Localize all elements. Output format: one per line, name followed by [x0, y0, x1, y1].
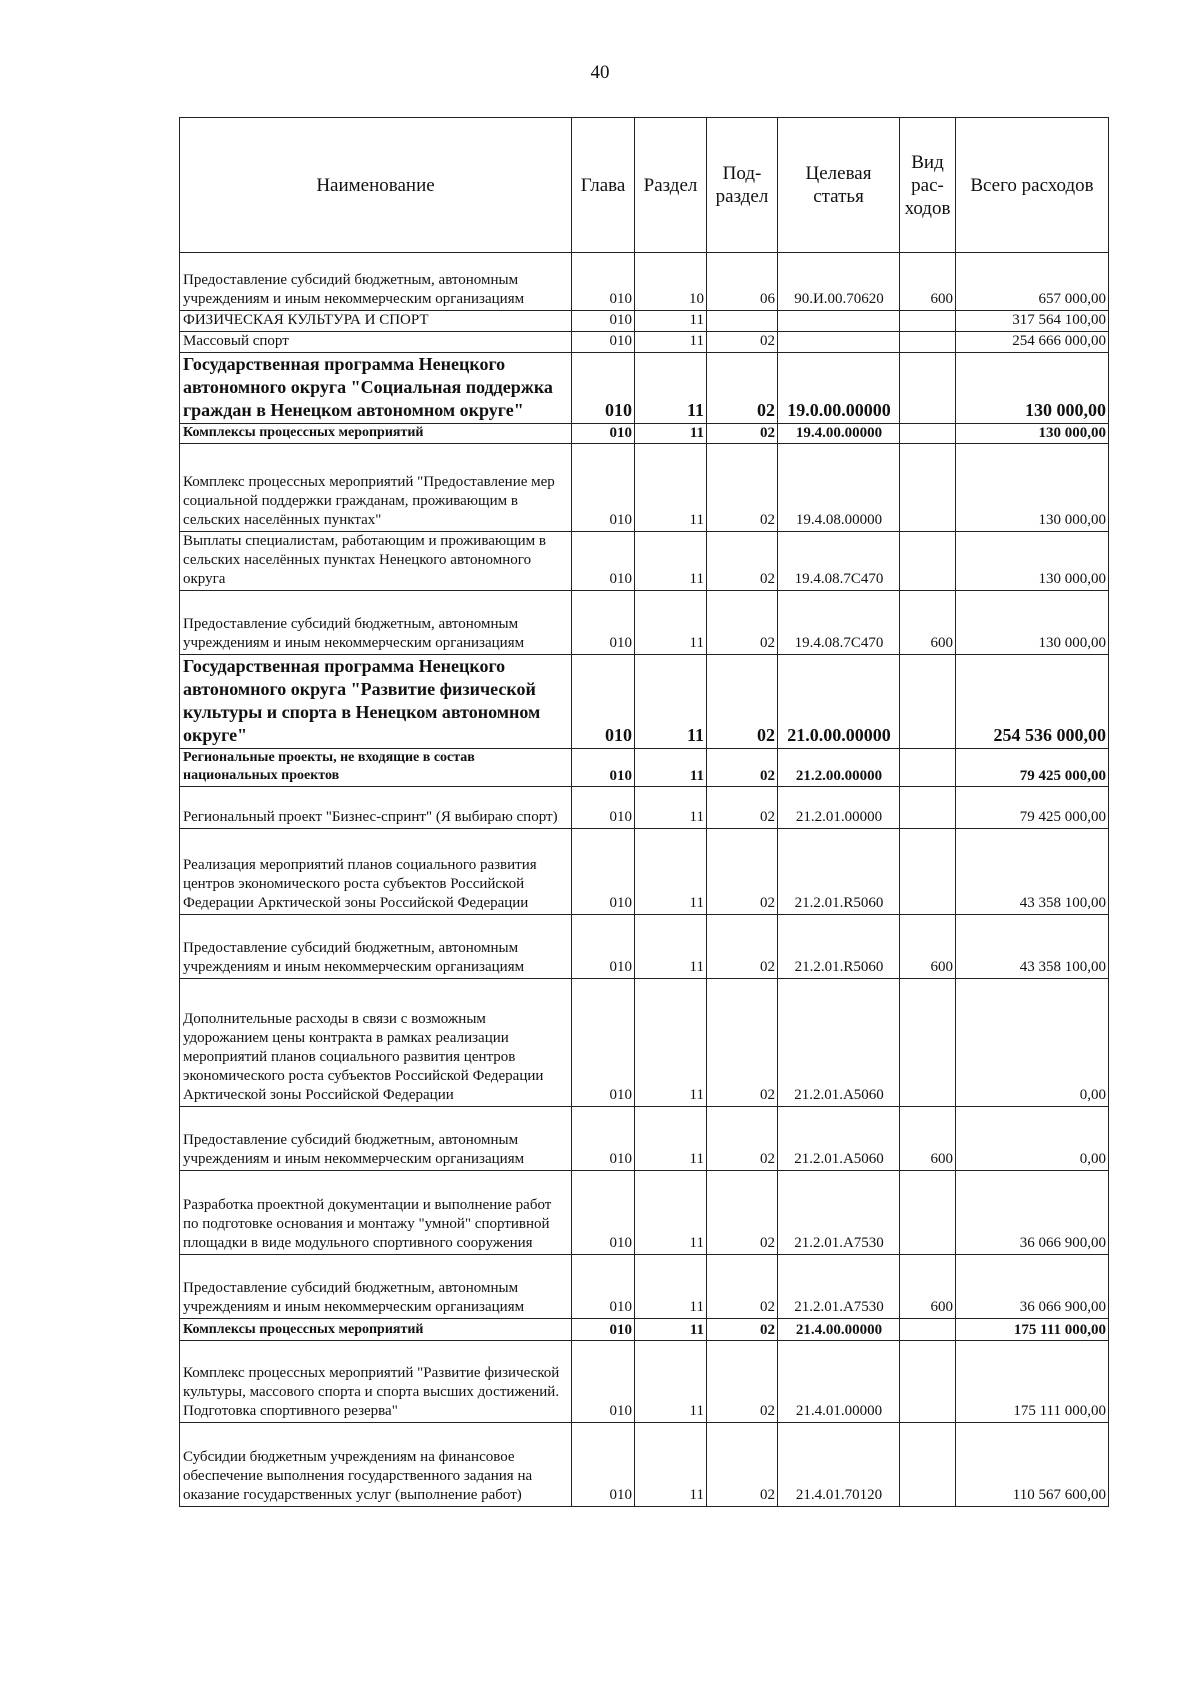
- cell-target: 21.2.01.00000: [778, 787, 900, 829]
- cell-section: 11: [635, 424, 707, 444]
- cell-name: Предоставление субсидий бюджетным, автономным учреждениям и иным некоммерческим организациям: [180, 915, 572, 979]
- cell-name: Комплекс процессных мероприятий "Развитие физической культуры, массового спорта и спорта высших достижений. Подготовка спортивного резерва": [180, 1341, 572, 1423]
- cell-total: 130 000,00: [956, 532, 1109, 591]
- header-type: Вид рас- ходов: [900, 118, 956, 253]
- cell-name: Предоставление субсидий бюджетным, автономным учреждениям и иным некоммерческим организациям: [180, 1255, 572, 1319]
- header-row: [180, 118, 1109, 253]
- cell-subsection: 02: [707, 1423, 778, 1507]
- cell-subsection: 02: [707, 591, 778, 655]
- cell-subsection: 02: [707, 915, 778, 979]
- cell-type: [900, 1171, 956, 1255]
- cell-subsection: 02: [707, 1319, 778, 1341]
- cell-name: Реализация мероприятий планов социального развития центров экономического роста субъектов Российской Федерации Арктической зоны Российской Федерации: [180, 829, 572, 915]
- cell-section: 11: [635, 353, 707, 424]
- cell-subsection: 02: [707, 979, 778, 1107]
- cell-section: 11: [635, 1107, 707, 1171]
- table-row: [180, 1107, 1109, 1171]
- cell-total: 36 066 900,00: [956, 1255, 1109, 1319]
- cell-type: [900, 1319, 956, 1341]
- cell-target: 21.4.00.00000: [778, 1319, 900, 1341]
- cell-name: Предоставление субсидий бюджетным, автономным учреждениям и иным некоммерческим организациям: [180, 253, 572, 311]
- cell-section: 11: [635, 1255, 707, 1319]
- cell-chapter: 010: [572, 655, 635, 749]
- cell-section: 11: [635, 1341, 707, 1423]
- header-chapter: Глава: [572, 118, 635, 253]
- cell-name: Региональный проект "Бизнес-спринт" (Я выбираю спорт): [180, 787, 572, 829]
- cell-total: 130 000,00: [956, 444, 1109, 532]
- cell-section: 11: [635, 591, 707, 655]
- cell-section: 11: [635, 655, 707, 749]
- cell-section: 11: [635, 311, 707, 332]
- cell-section: 11: [635, 1171, 707, 1255]
- cell-total: 79 425 000,00: [956, 749, 1109, 787]
- cell-name: Государственная программа Ненецкого автономного округа "Социальная поддержка граждан в Ненецком автономном округе": [180, 353, 572, 424]
- cell-section: 11: [635, 915, 707, 979]
- cell-section: 11: [635, 787, 707, 829]
- cell-type: [900, 655, 956, 749]
- cell-chapter: 010: [572, 444, 635, 532]
- cell-total: 43 358 100,00: [956, 829, 1109, 915]
- cell-total: 175 111 000,00: [956, 1319, 1109, 1341]
- cell-type: [900, 424, 956, 444]
- cell-target: 19.0.00.00000: [778, 353, 900, 424]
- cell-chapter: 010: [572, 1423, 635, 1507]
- cell-subsection: 02: [707, 532, 778, 591]
- table-row: [180, 311, 1109, 332]
- cell-section: 11: [635, 532, 707, 591]
- cell-total: 0,00: [956, 979, 1109, 1107]
- cell-target: 19.4.00.00000: [778, 424, 900, 444]
- header-name: Наименование: [180, 118, 572, 253]
- cell-target: [778, 332, 900, 353]
- cell-type: [900, 829, 956, 915]
- cell-chapter: 010: [572, 532, 635, 591]
- cell-name: Комплексы процессных мероприятий: [180, 1319, 572, 1341]
- table-row: [180, 332, 1109, 353]
- cell-section: 11: [635, 829, 707, 915]
- cell-total: 130 000,00: [956, 591, 1109, 655]
- cell-type: 600: [900, 915, 956, 979]
- cell-subsection: 02: [707, 353, 778, 424]
- cell-total: 254 536 000,00: [956, 655, 1109, 749]
- cell-type: [900, 444, 956, 532]
- cell-total: 317 564 100,00: [956, 311, 1109, 332]
- cell-target: 21.4.01.00000: [778, 1341, 900, 1423]
- cell-target: 21.2.00.00000: [778, 749, 900, 787]
- cell-type: 600: [900, 1107, 956, 1171]
- cell-name: Комплексы процессных мероприятий: [180, 424, 572, 444]
- cell-subsection: 02: [707, 829, 778, 915]
- cell-total: 110 567 600,00: [956, 1423, 1109, 1507]
- cell-name: Массовый спорт: [180, 332, 572, 353]
- cell-target: 19.4.08.7С470: [778, 591, 900, 655]
- budget-table: [179, 117, 1109, 1507]
- cell-name: Дополнительные расходы в связи с возможным удорожанием цены контракта в рамках реализации мероприятий планов социального развития центров экономического роста субъектов Российской Федерации Арктической зоны Российской Федерации: [180, 979, 572, 1107]
- cell-type: [900, 532, 956, 591]
- cell-type: [900, 787, 956, 829]
- cell-name: Субсидии бюджетным учреждениям на финансовое обеспечение выполнения государственного задания на оказание государственных услуг (выполнение работ): [180, 1423, 572, 1507]
- cell-target: 21.2.01.А7530: [778, 1255, 900, 1319]
- cell-section: 11: [635, 444, 707, 532]
- table-row: [180, 915, 1109, 979]
- cell-total: 130 000,00: [956, 424, 1109, 444]
- cell-name: Выплаты специалистам, работающим и проживающим в сельских населённых пунктах Ненецкого автономного округа: [180, 532, 572, 591]
- cell-target: 21.2.01.R5060: [778, 829, 900, 915]
- cell-chapter: 010: [572, 253, 635, 311]
- cell-type: [900, 332, 956, 353]
- cell-chapter: 010: [572, 591, 635, 655]
- table-row: [180, 444, 1109, 532]
- cell-target: 21.2.01.А7530: [778, 1171, 900, 1255]
- cell-name: Комплекс процессных мероприятий "Предоставление мер социальной поддержки гражданам, проживающим в сельских населённых пунктах": [180, 444, 572, 532]
- cell-target: 21.2.01.А5060: [778, 979, 900, 1107]
- cell-section: 11: [635, 1319, 707, 1341]
- cell-chapter: 010: [572, 1341, 635, 1423]
- cell-name: Государственная программа Ненецкого автономного округа "Развитие физической культуры и спорта в Ненецком автономном округе": [180, 655, 572, 749]
- cell-name: Предоставление субсидий бюджетным, автономным учреждениям и иным некоммерческим организациям: [180, 591, 572, 655]
- cell-name: Предоставление субсидий бюджетным, автономным учреждениям и иным некоммерческим организациям: [180, 1107, 572, 1171]
- cell-target: 21.4.01.70120: [778, 1423, 900, 1507]
- cell-section: 11: [635, 1423, 707, 1507]
- cell-chapter: 010: [572, 787, 635, 829]
- cell-target: 21.2.01.R5060: [778, 915, 900, 979]
- cell-type: [900, 749, 956, 787]
- table-row: [180, 979, 1109, 1107]
- cell-total: 36 066 900,00: [956, 1171, 1109, 1255]
- cell-section: 11: [635, 332, 707, 353]
- cell-chapter: 010: [572, 311, 635, 332]
- cell-section: 11: [635, 749, 707, 787]
- cell-subsection: 06: [707, 253, 778, 311]
- table-row: [180, 749, 1109, 787]
- cell-type: [900, 1341, 956, 1423]
- cell-subsection: 02: [707, 655, 778, 749]
- header-target: Целевая статья: [778, 118, 900, 253]
- cell-subsection: 02: [707, 444, 778, 532]
- cell-type: [900, 979, 956, 1107]
- page-number: 40: [590, 62, 610, 83]
- cell-subsection: [707, 311, 778, 332]
- table-row: [180, 655, 1109, 749]
- cell-target: [778, 311, 900, 332]
- cell-chapter: 010: [572, 1255, 635, 1319]
- cell-chapter: 010: [572, 829, 635, 915]
- table-row: [180, 787, 1109, 829]
- cell-target: 90.И.00.70620: [778, 253, 900, 311]
- cell-subsection: 02: [707, 1341, 778, 1423]
- cell-target: 19.4.08.00000: [778, 444, 900, 532]
- table-row: [180, 353, 1109, 424]
- cell-total: 254 666 000,00: [956, 332, 1109, 353]
- cell-section: 10: [635, 253, 707, 311]
- cell-chapter: 010: [572, 332, 635, 353]
- table-row: [180, 1319, 1109, 1341]
- cell-total: 130 000,00: [956, 353, 1109, 424]
- table-row: [180, 532, 1109, 591]
- table-row: [180, 829, 1109, 915]
- cell-type: 600: [900, 1255, 956, 1319]
- cell-subsection: 02: [707, 332, 778, 353]
- table-body: [180, 253, 1109, 1507]
- cell-target: 21.2.01.А5060: [778, 1107, 900, 1171]
- cell-subsection: 02: [707, 749, 778, 787]
- cell-total: 79 425 000,00: [956, 787, 1109, 829]
- table-row: [180, 1423, 1109, 1507]
- cell-subsection: 02: [707, 1171, 778, 1255]
- cell-type: [900, 311, 956, 332]
- table-row: [180, 1341, 1109, 1423]
- table-row: [180, 1255, 1109, 1319]
- cell-chapter: 010: [572, 1171, 635, 1255]
- header-subsection: Под- раздел: [707, 118, 778, 253]
- header-total: Всего расходов: [956, 118, 1109, 253]
- cell-chapter: 010: [572, 1107, 635, 1171]
- cell-subsection: 02: [707, 787, 778, 829]
- header-section: Раздел: [635, 118, 707, 253]
- cell-type: [900, 353, 956, 424]
- cell-subsection: 02: [707, 1107, 778, 1171]
- cell-type: 600: [900, 591, 956, 655]
- table-row: [180, 1171, 1109, 1255]
- table-row: [180, 253, 1109, 311]
- cell-total: 43 358 100,00: [956, 915, 1109, 979]
- cell-chapter: 010: [572, 979, 635, 1107]
- cell-name: Региональные проекты, не входящие в состав национальных проектов: [180, 749, 572, 787]
- cell-subsection: 02: [707, 424, 778, 444]
- cell-target: 19.4.08.7С470: [778, 532, 900, 591]
- table-row: [180, 424, 1109, 444]
- cell-total: 175 111 000,00: [956, 1341, 1109, 1423]
- table-row: [180, 591, 1109, 655]
- cell-chapter: 010: [572, 749, 635, 787]
- cell-section: 11: [635, 979, 707, 1107]
- cell-chapter: 010: [572, 424, 635, 444]
- cell-total: 657 000,00: [956, 253, 1109, 311]
- cell-type: 600: [900, 253, 956, 311]
- cell-type: [900, 1423, 956, 1507]
- cell-name: ФИЗИЧЕСКАЯ КУЛЬТУРА И СПОРТ: [180, 311, 572, 332]
- cell-chapter: 010: [572, 1319, 635, 1341]
- cell-chapter: 010: [572, 353, 635, 424]
- cell-chapter: 010: [572, 915, 635, 979]
- cell-total: 0,00: [956, 1107, 1109, 1171]
- cell-subsection: 02: [707, 1255, 778, 1319]
- cell-name: Разработка проектной документации и выполнение работ по подготовке основания и монтажу "умной" спортивной площадки в виде модульного спортивного сооружения: [180, 1171, 572, 1255]
- cell-target: 21.0.00.00000: [778, 655, 900, 749]
